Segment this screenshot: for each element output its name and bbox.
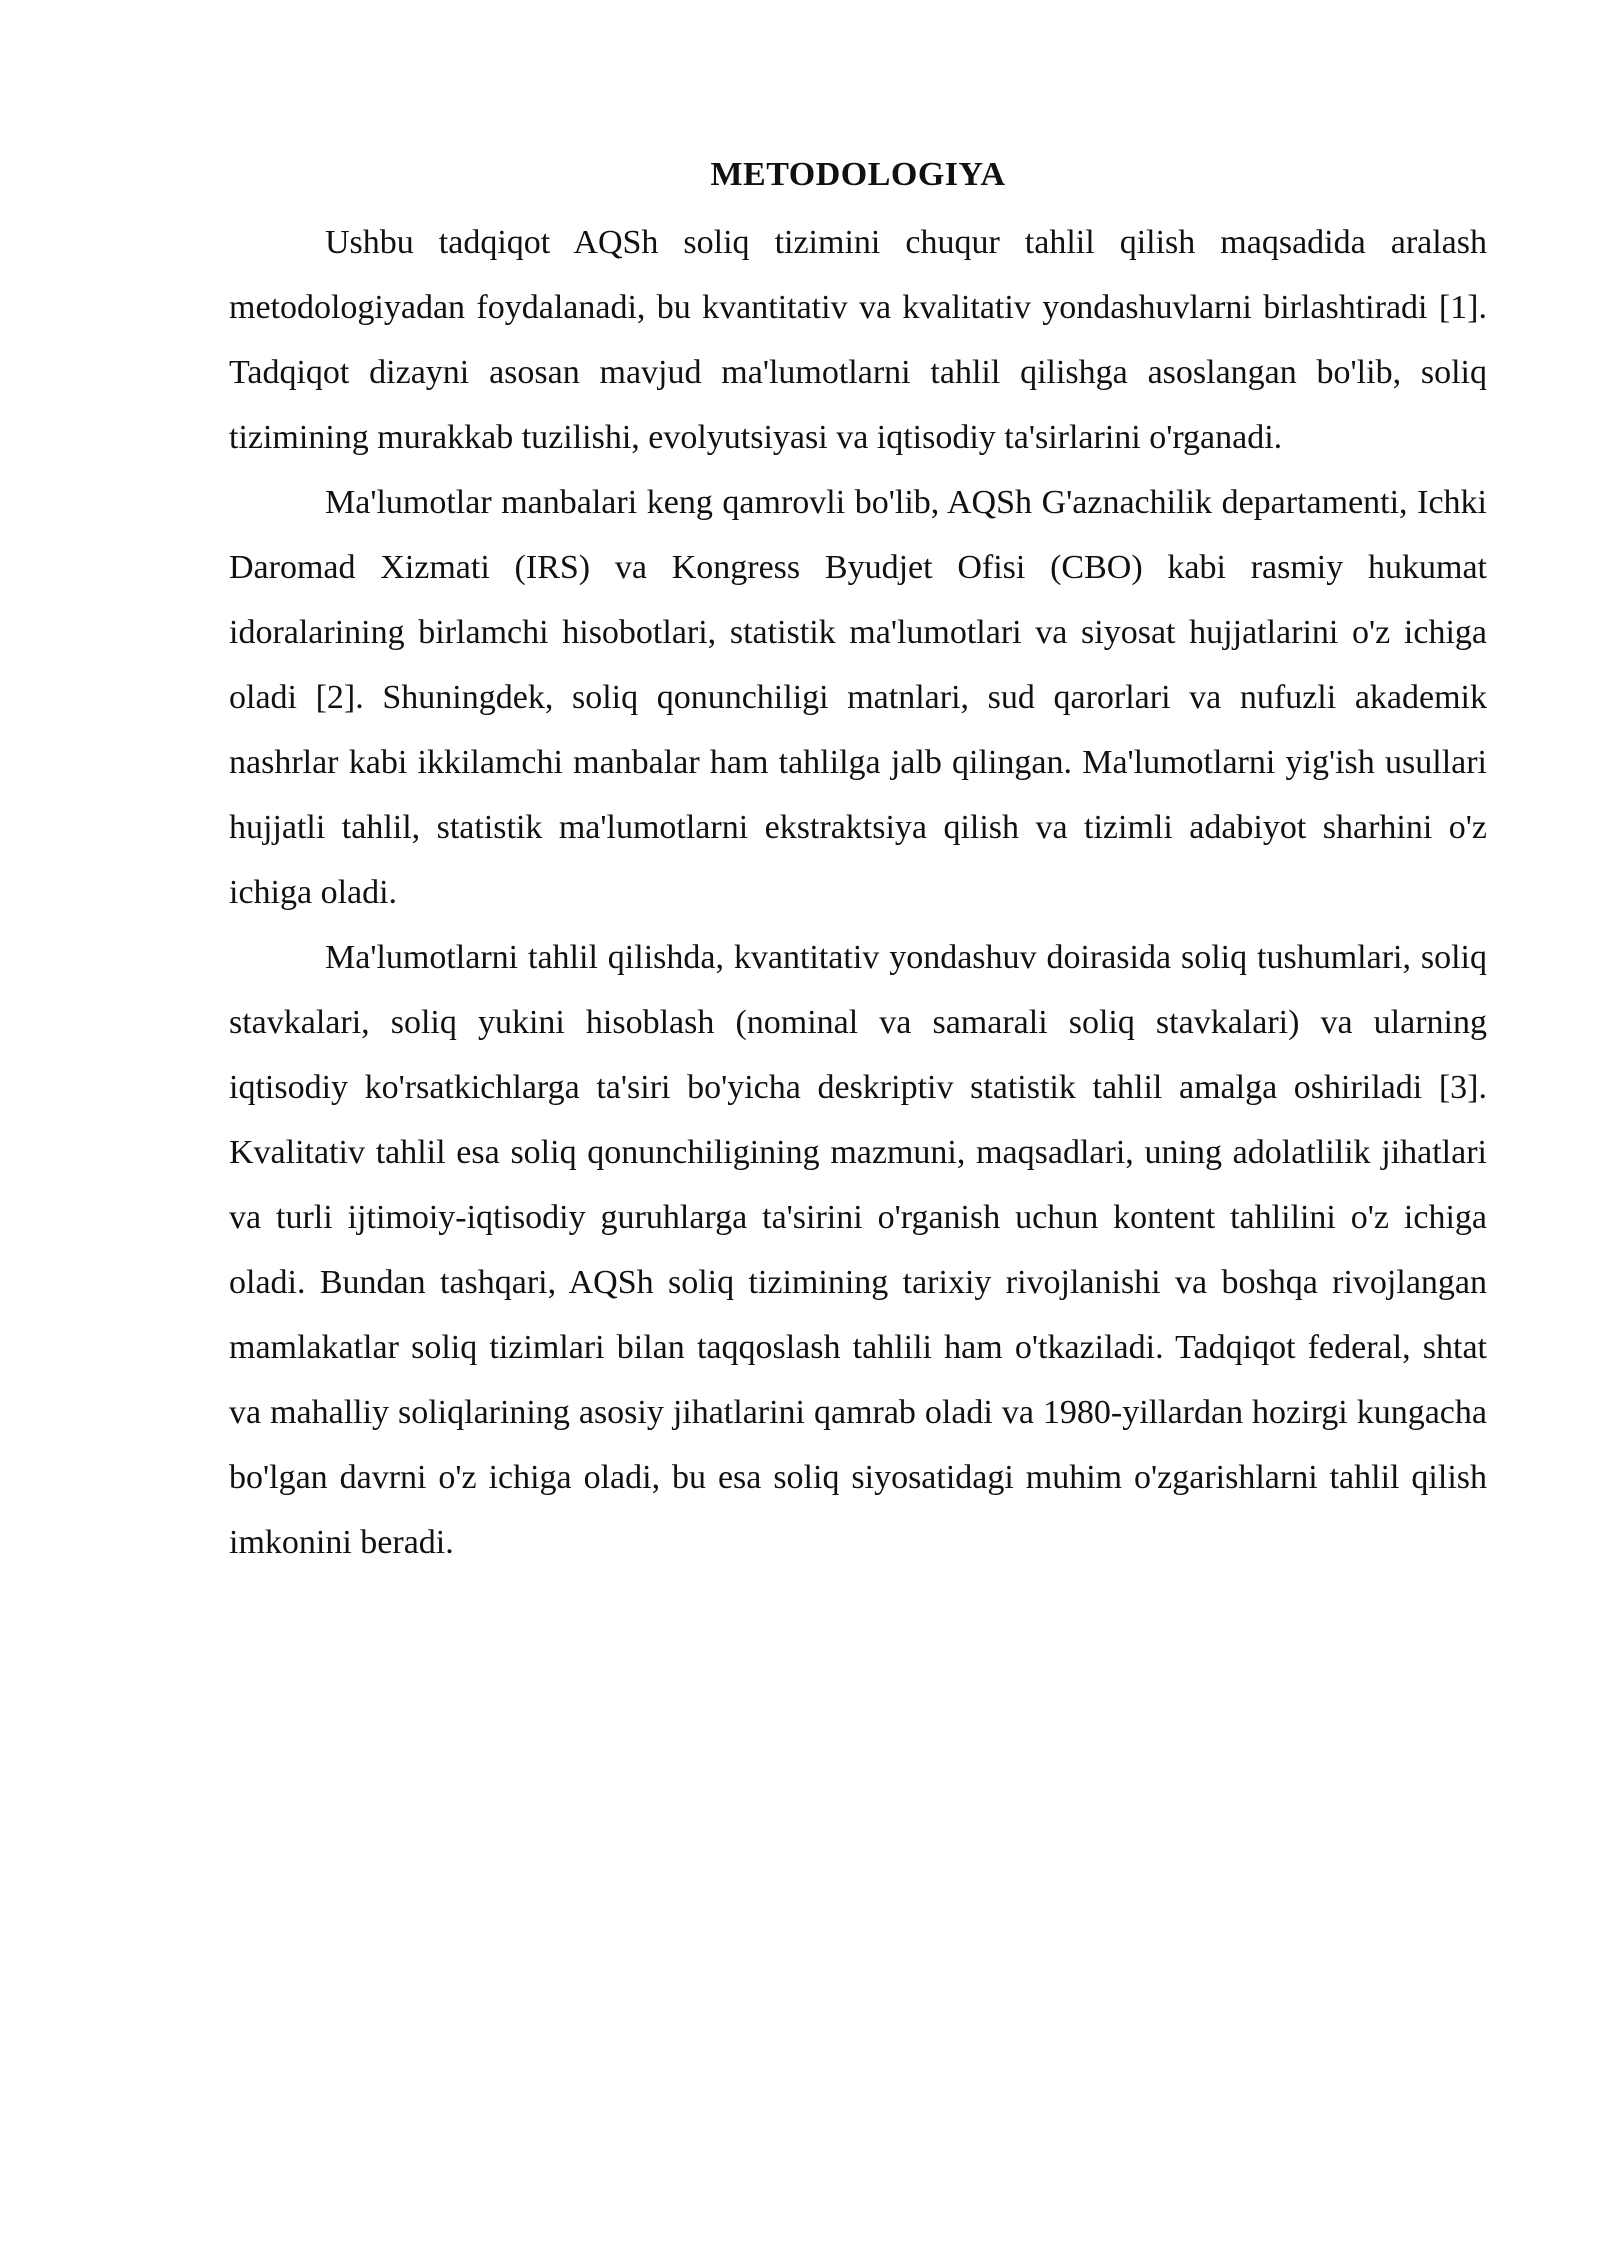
page-content: [229, 140, 1487, 1575]
paragraph-data-analysis: Ma'lumotlarni tahlil qilishda, kvantitativ yondashuv doirasida soliq tushumlari, soliq stavkalari, soliq yukini hisoblash (nominal va samarali soliq stavkalari) va ularning iqtisodiy ko'rsatkichlarga ta'siri bo'yicha deskriptiv statistik tahlil amalga oshiriladi [3]. Kvalitativ tahlil esa soliq qonunchiligining mazmuni, maqsadlari, uning adolatlilik jihatlari va turli ijtimoiy-iqtisodiy guruhlarga ta'sirini o'rganish uchun kontent tahlilini o'z ichiga oladi. Bundan tashqari, AQSh soliq tizimining tarixiy rivojlanishi va boshqa rivojlangan mamlakatlar soliq tizimlari bilan taqqoslash tahlili ham o'tkaziladi. Tadqiqot federal, shtat va mahalliy soliqlarining asosiy jihatlarini qamrab oladi va 1980-yillardan hozirgi kungacha bo'lgan davrni o'z ichiga oladi, bu esa soliq siyosatidagi muhim o'zgarishlarni tahlil qilish imkonini beradi.: [229, 939, 1487, 1561]
paragraph-data-sources: Ma'lumotlar manbalari keng qamrovli bo'lib, AQSh G'aznachilik departamenti, Ichki Daromad Xizmati (IRS) va Kongress Byudjet Ofisi (CBO) kabi rasmiy hukumat idoralarining birlamchi hisobotlari, statistik ma'lumotlari va siyosat hujjatlarini o'z ichiga oladi [2]. Shuningdek, soliq qonunchiligi matnlari, sud qarorlari va nufuzli akademik nashrlar kabi ikkilamchi manbalar ham tahlilga jalb qilingan. Ma'lumotlarni yig'ish usullari hujjatli tahlil, statistik ma'lumotlarni ekstraktsiya qilish va tizimli adabiyot sharhini o'z ichiga oladi.: [229, 484, 1487, 911]
section-title: METODOLOGIYA: [710, 156, 1006, 193]
paragraph-research-design: Ushbu tadqiqot AQSh soliq tizimini chuqur tahlil qilish maqsadida aralash metodologiyadan foydalanadi, bu kvantitativ va kvalitativ yondashuvlarni birlashtiradi [1]. Tadqiqot dizayni asosan mavjud ma'lumotlarni tahlil qilishga asoslangan bo'lib, soliq tizimining murakkab tuzilishi, evolyutsiyasi va iqtisodiy ta'sirlarini o'rganadi.: [229, 224, 1487, 456]
